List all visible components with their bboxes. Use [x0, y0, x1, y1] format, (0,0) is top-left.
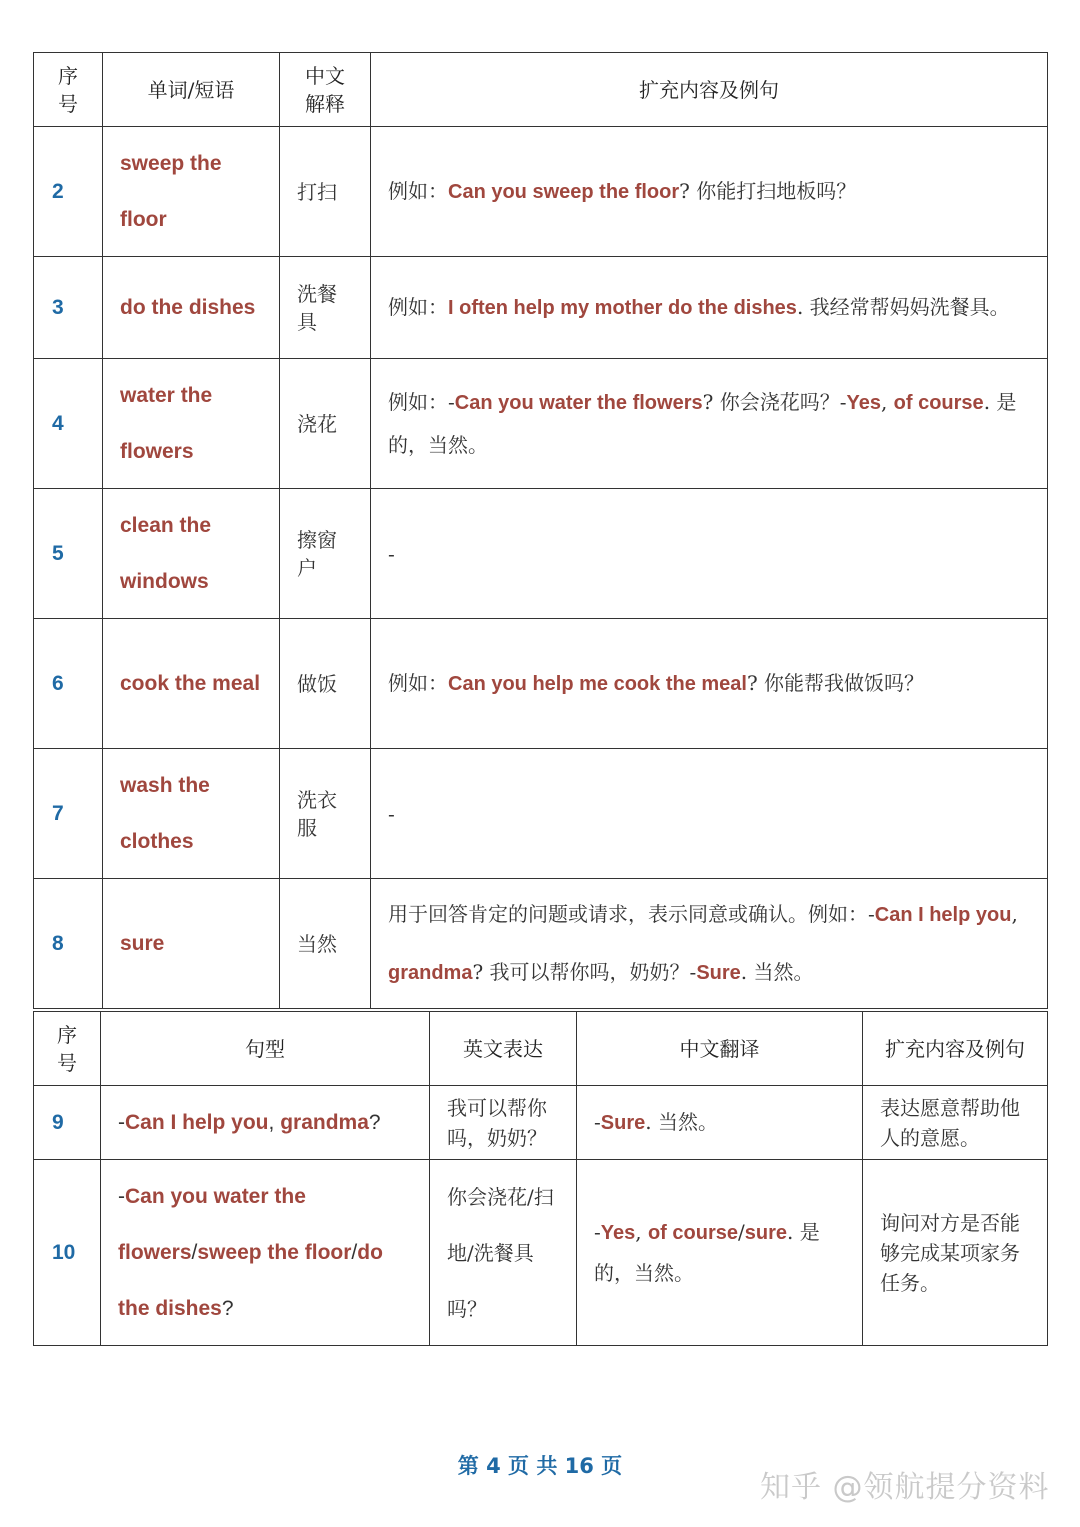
example-sentence: [371, 359, 1048, 489]
plain-text: 例如：-: [388, 390, 455, 414]
plain-text: /: [738, 1220, 745, 1244]
highlight-text: grandma: [280, 1110, 369, 1134]
highlight-text: do the dishes: [118, 1240, 383, 1320]
plain-text: ,: [880, 390, 894, 414]
example-sentence: [371, 257, 1048, 359]
table-header-row: [34, 1012, 1048, 1086]
chinese-meaning: 浇花: [280, 359, 371, 489]
row-index: 4: [34, 359, 103, 489]
example-sentence: [371, 619, 1048, 749]
highlight-text: of course: [893, 392, 984, 414]
plain-text: ,: [1011, 901, 1018, 926]
phrase: cook the meal: [103, 619, 280, 749]
chinese-translation: [577, 1086, 863, 1160]
table-row: [34, 489, 1048, 619]
example-sentence: [371, 879, 1048, 1009]
plain-text: -: [118, 1184, 125, 1208]
watermark: 知乎 @领航提分资料: [760, 1470, 1050, 1505]
header-index: 序 号: [34, 1012, 101, 1086]
phrase: sweep the floor: [103, 127, 280, 257]
highlight-text: Sure: [696, 961, 741, 984]
header-index: 序 号: [34, 53, 103, 127]
english-expression: 我可以帮你吗，奶奶？: [430, 1086, 577, 1160]
plain-text: 例如：: [388, 671, 448, 695]
plain-text: /: [191, 1240, 198, 1264]
plain-text: ? 你会浇花吗？-: [702, 390, 847, 414]
table-row: [34, 879, 1048, 1009]
row-index: 3: [34, 257, 103, 359]
row-index: 2: [34, 127, 103, 257]
extra-note: 表达愿意帮助他人的意愿。: [863, 1086, 1048, 1160]
table-header-row: [34, 53, 1048, 127]
table-row: [34, 1160, 1048, 1346]
header-pattern: 句型: [101, 1012, 430, 1086]
plain-text: . 是的，当然。: [388, 390, 1017, 457]
plain-text: ?: [221, 1296, 234, 1320]
phrase: sure: [103, 879, 280, 1009]
example-sentence: [371, 749, 1048, 879]
example-sentence: [371, 489, 1048, 619]
highlight-text: Sure: [600, 1112, 646, 1134]
highlight-text: Yes: [846, 392, 881, 414]
page-number: 第 4 页 共 16 页: [457, 1454, 623, 1478]
plain-text: . 当然。: [740, 959, 814, 984]
plain-text: . 是的，当然。: [594, 1220, 820, 1285]
chinese-meaning: 打扫: [280, 127, 371, 257]
table-row: [34, 749, 1048, 879]
highlight-text: of course: [647, 1222, 738, 1244]
plain-text: 用于回答肯定的问题或请求，表示同意或确认。例如：-: [388, 901, 875, 926]
plain-text: -: [594, 1220, 601, 1244]
header-word: 单词/短语: [103, 53, 280, 127]
sentence-pattern: [101, 1086, 430, 1160]
chinese-meaning: 洗餐具: [280, 257, 371, 359]
plain-text: ? 我可以帮你吗，奶奶？-: [472, 959, 697, 984]
highlight-text: sure: [744, 1222, 787, 1244]
sentence-pattern: [101, 1160, 430, 1346]
phrase: do the dishes: [103, 257, 280, 359]
highlight-text: Can you water the flowers: [454, 392, 703, 414]
header-chinese: 中文翻译: [577, 1012, 863, 1086]
header-english: 英文表达: [430, 1012, 577, 1086]
plain-text: . 当然。: [645, 1110, 718, 1134]
highlight-text: Yes: [600, 1222, 636, 1244]
row-index: 6: [34, 619, 103, 749]
row-index: 9: [34, 1086, 101, 1160]
phrase: clean the windows: [103, 489, 280, 619]
header-examples: 扩充内容及例句: [371, 53, 1048, 127]
plain-text: 例如：: [388, 179, 448, 203]
row-index: 5: [34, 489, 103, 619]
highlight-text: Can you sweep the floor: [448, 181, 680, 203]
table-row: [34, 257, 1048, 359]
row-index: 8: [34, 879, 103, 1009]
plain-text: ,: [268, 1110, 281, 1134]
plain-text: ?: [368, 1110, 381, 1134]
header-extra: 扩充内容及例句: [863, 1012, 1048, 1086]
plain-text: -: [388, 801, 395, 826]
plain-text: 例如：: [388, 295, 448, 319]
row-index: 10: [34, 1160, 101, 1346]
chinese-meaning: 做饭: [280, 619, 371, 749]
chinese-meaning: 当然: [280, 879, 371, 1009]
row-index: 7: [34, 749, 103, 879]
plain-text: ? 你能帮我做饭吗？: [746, 671, 925, 695]
table-row: [34, 359, 1048, 489]
header-meaning: 中文 解释: [280, 53, 371, 127]
table-row: [34, 1086, 1048, 1160]
highlight-text: sweep the floor: [197, 1240, 352, 1264]
chinese-translation: [577, 1160, 863, 1346]
highlight-text: Can I help you: [125, 1110, 269, 1134]
table-row: [34, 619, 1048, 749]
chinese-meaning: 擦窗户: [280, 489, 371, 619]
phrase: water the flowers: [103, 359, 280, 489]
highlight-text: Can you help me cook the meal: [448, 673, 747, 695]
example-sentence: [371, 127, 1048, 257]
table-row: [34, 127, 1048, 257]
plain-text: -: [388, 541, 395, 566]
plain-text: ,: [635, 1220, 648, 1244]
plain-text: -: [118, 1110, 125, 1134]
plain-text: ? 你能打扫地板吗？: [679, 179, 857, 203]
extra-note: 询问对方是否能够完成某项家务任务。: [863, 1160, 1048, 1346]
plain-text: -: [594, 1110, 601, 1134]
phrase: wash the clothes: [103, 749, 280, 879]
chinese-meaning: 洗衣服: [280, 749, 371, 879]
plain-text: . 我经常帮妈妈洗餐具。: [796, 295, 1010, 319]
sentence-pattern-table: [33, 1011, 1048, 1346]
highlight-text: Can I help you: [874, 903, 1012, 926]
english-expression: 你会浇花/扫地/洗餐具吗？: [430, 1160, 577, 1346]
highlight-text: Can you water the flowers: [118, 1184, 306, 1264]
plain-text: /: [351, 1240, 358, 1264]
highlight-text: I often help my mother do the dishes: [448, 297, 797, 319]
highlight-text: grandma: [388, 961, 473, 984]
vocabulary-table: [33, 52, 1048, 1009]
